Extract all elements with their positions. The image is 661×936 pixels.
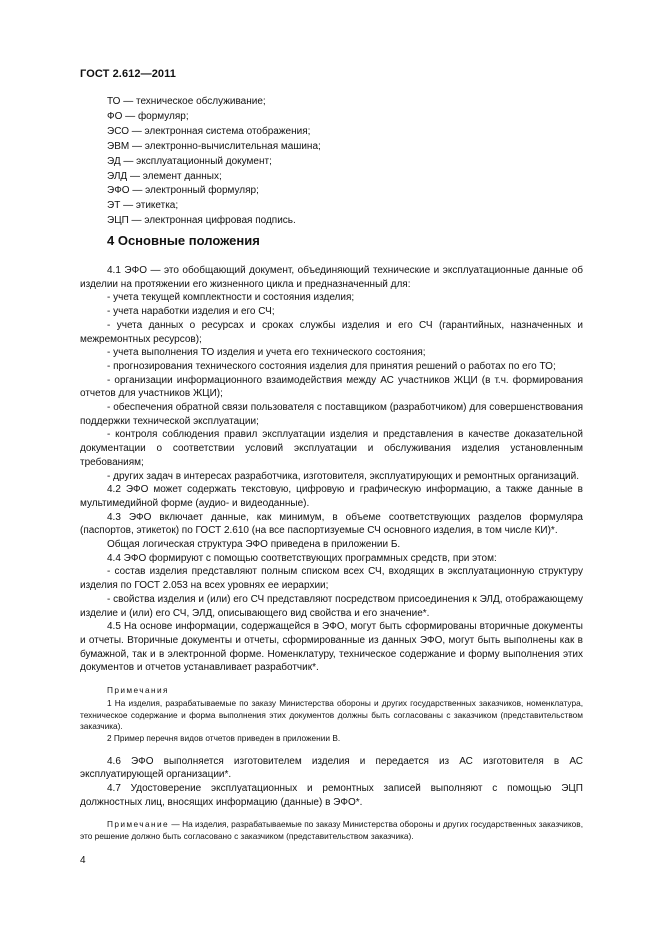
final-note-text: — На изделия, разрабатываемые по заказу Министерства обороны и других государственных заказчиков, это решение должно быть согласовано с заказчиком (представительством заказчика). (80, 819, 583, 842)
abbreviation-item: ЭД — эксплуатационный документ; (107, 155, 272, 167)
paragraph: 4.1 ЭФО — это обобщающий документ, объединяющий технические и эксплуатационные данные об изделии на протяжении его жизненного цикла и предназначенный для: (80, 265, 583, 290)
page-number: 4 (80, 855, 86, 866)
list-item: - организации информационного взаимодействия между АС участников ЖЦИ (в т.ч. формирования отчетов для участников ЖЦИ); (80, 374, 583, 400)
list-item: - свойства изделия и (или) его СЧ представляют посредством присоединения к ЭЛД, отображающему изделие и (или) его СЧ, ЭЛД, описывающего вид свойства и его значение*. (80, 593, 583, 619)
final-note-label: Примечание (107, 819, 170, 830)
section-title: 4 Основные положения (107, 233, 260, 248)
final-note (80, 819, 583, 843)
note-item: 1 На изделия, разрабатываемые по заказу Министерства обороны и других государственных заказчиков, номенклатура, техническое содержание и форма выполнения этих документов должны быть согласованы с заказчиком (представительством заказчика). (80, 697, 583, 732)
abbreviation-item: ЭЛД — элемент данных; (107, 170, 222, 182)
abbreviation-list (107, 95, 321, 229)
paragraph: 4.7 Удостоверение эксплуатационных и ремонтных записей выполняют с помощью ЭЦП должностных лиц, вносящих информацию (данные) в ЭФО*. (80, 783, 583, 808)
standard-header: ГОСТ 2.612—2011 (80, 68, 176, 80)
notes-title: Примечания (107, 685, 169, 696)
abbreviation-item: ЭСО — электронная система отображения; (107, 125, 311, 137)
paragraph: Общая логическая структура ЭФО приведена в приложении Б. (107, 539, 401, 551)
list-item: - учета выполнения ТО изделия и учета его технического состояния; (107, 347, 426, 359)
abbreviation-item: ЭЦП — электронная цифровая подпись. (107, 215, 296, 227)
abbreviation-item: ЭФО — электронный формуляр; (107, 185, 259, 197)
list-item: - обеспечения обратной связи пользователя с поставщиком (разработчиком) для совершенствования поддержки технической эксплуатации; (80, 402, 583, 427)
paragraph: 4.4 ЭФО формируют с помощью соответствующих программных средств, при этом: (107, 552, 497, 564)
list-item: - состав изделия представляют полным списком всех СЧ, входящих в эксплуатационную структуру изделия по ГОСТ 2.053 на всех уровнях ее иерархии; (80, 566, 583, 592)
list-item: - учета данных о ресурсах и сроках службы изделия и его СЧ (гарантийных, назначенных и межремонтных ресурсов); (80, 319, 583, 345)
paragraph: 4.5 На основе информации, содержащейся в ЭФО, могут быть сформированы вторичные документы и отчеты. Вторичные документы и отчеты, сформированные из данных ЭФО, могут быть выполнены как в бумажной, так и в электронной форме. Номенклатуру, техническое содержание и форму выполнения этих документов и отчетов устанавливает разработчик*. (80, 621, 583, 674)
paragraph: 4.6 ЭФО выполняется изготовителем изделия и передается из АС изготовителя в АС эксплуатирующей организации*. (80, 755, 583, 781)
abbreviation-item: ФО — формуляр; (107, 110, 189, 122)
paragraph: 4.2 ЭФО может содержать текстовую, цифровую и графическую информацию, а также данные в мультимедийной форме (аудио- и видеоданные). (80, 484, 583, 509)
list-item: - контроля соблюдения правил эксплуатации изделия и представления в качестве доказательной документации о соответствии условий эксплуатации и обслуживания изделия установленным требованиям; (80, 429, 583, 468)
list-item: - прогнозирования технического состояния изделия для принятия решений о работах по его ТО; (107, 360, 556, 372)
list-item: - учета наработки изделия и его СЧ; (107, 306, 275, 318)
abbreviation-item: ТО — техническое обслуживание; (107, 96, 266, 107)
abbreviation-item: ЭТ — этикетка; (107, 200, 179, 212)
list-item: - других задач в интересах разработчика, изготовителя, эксплуатирующих и ремонтных организаций. (107, 470, 579, 482)
list-item: - учета текущей комплектности и состояния изделия; (107, 292, 355, 304)
abbreviation-item: ЭВМ — электронно-вычислительная машина; (107, 140, 321, 152)
note-item: 2 Пример перечня видов отчетов приведен в приложении В. (107, 732, 341, 743)
section-body (80, 264, 583, 843)
paragraph: 4.3 ЭФО включает данные, как минимум, в объеме соответствующих разделов формуляра (паспортов, этикеток) по ГОСТ 2.610 (на все паспортизуемые СЧ основного изделия, в том числе КИ)*. (80, 511, 583, 537)
